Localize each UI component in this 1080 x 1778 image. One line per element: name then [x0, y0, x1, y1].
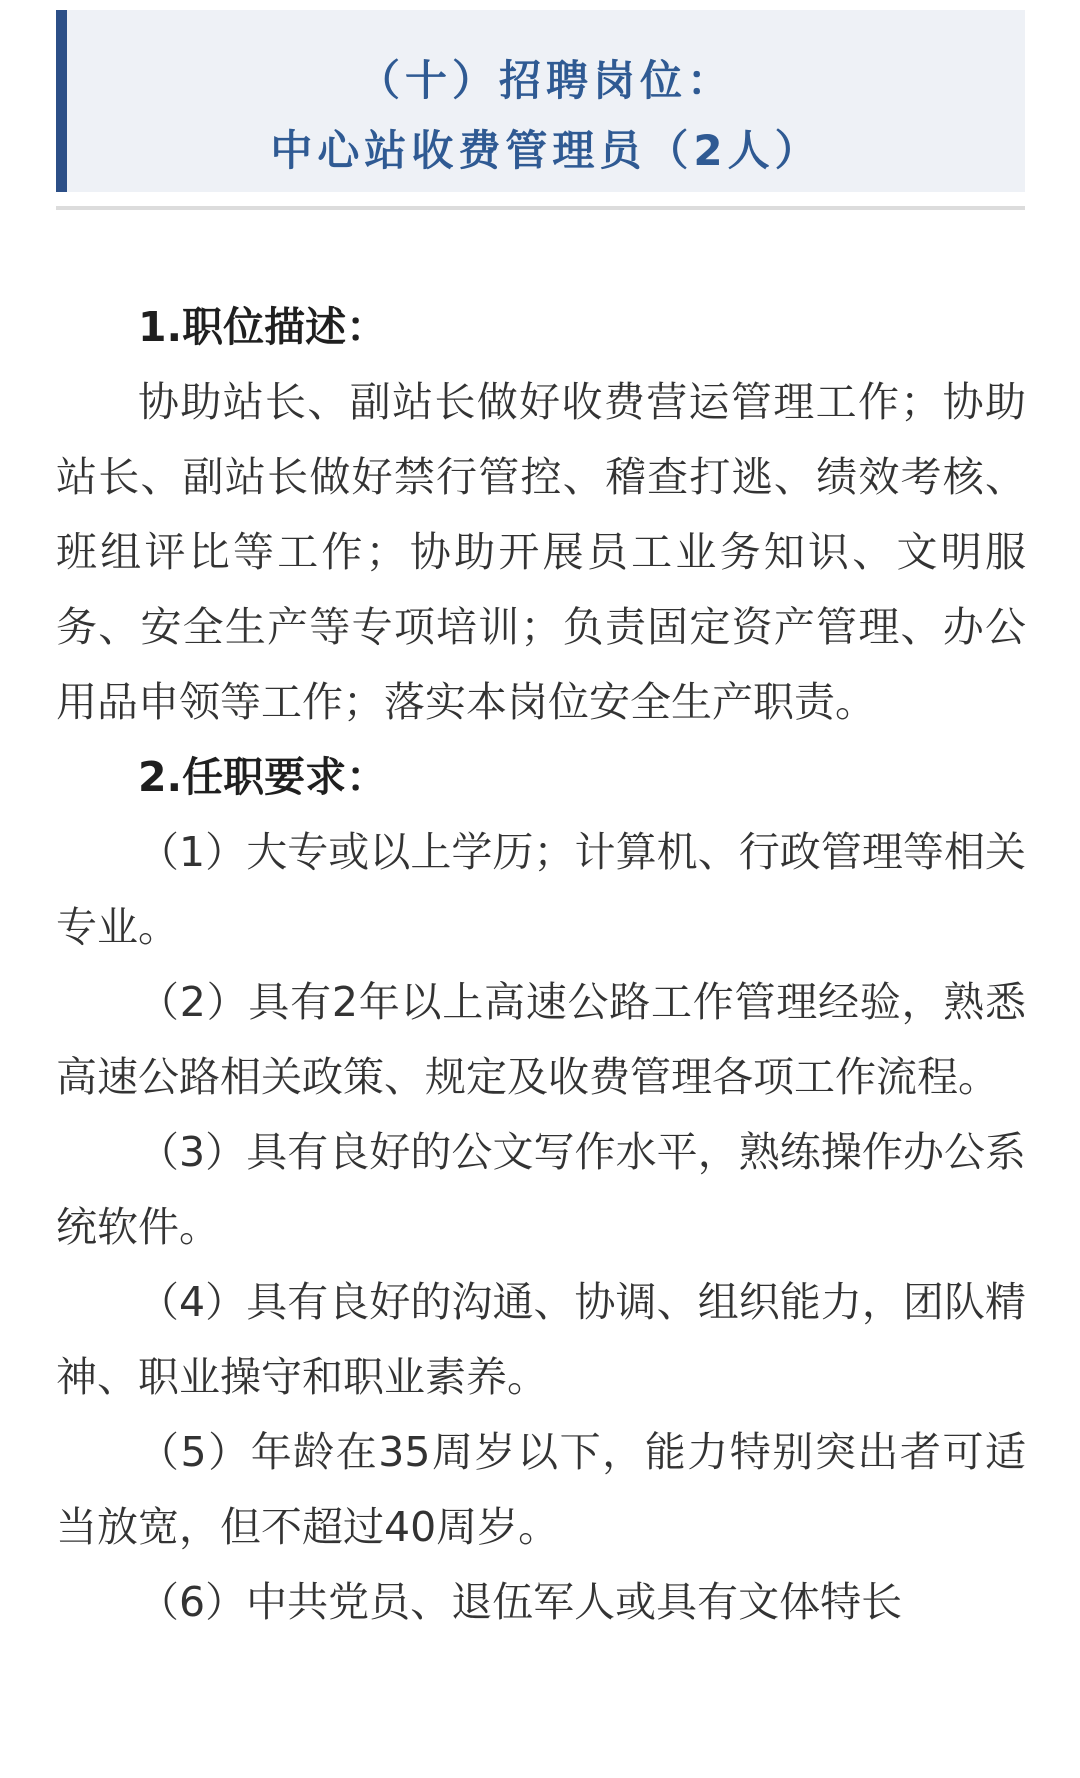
section-heading-requirements: 2.任职要求：	[138, 753, 388, 801]
divider	[56, 206, 1025, 210]
requirement-item-1: （1）大专或以上学历；计算机、行政管理等相关专业。	[56, 828, 1026, 951]
requirement-item-6: （6）中共党员、退伍军人或具有文体特长	[138, 1578, 903, 1626]
requirement-item-3: （3）具有良好的公文写作水平，熟练操作办公系统软件。	[56, 1128, 1026, 1251]
requirement-item-4: （4）具有良好的沟通、协调、组织能力，团队精神、职业操守和职业素养。	[56, 1278, 1026, 1401]
header-title-line1: （十）招聘岗位：	[357, 56, 734, 105]
section-heading-job-description: 1.职位描述：	[138, 303, 388, 351]
requirement-item-2: （2）具有2年以上高速公路工作管理经验，熟悉高速公路相关政策、规定及收费管理各项工作流程。	[56, 978, 1026, 1101]
header-accent-bar	[56, 10, 67, 192]
job-description-text: 协助站长、副站长做好收费营运管理工作；协助站长、副站长做好禁行管控、稽查打逃、绩效考核、班组评比等工作；协助开展员工业务知识、文明服务、安全生产等专项培训；负责固定资产管理、办公用品申领等工作；落实本岗位安全生产职责。	[56, 378, 1026, 726]
article-body	[56, 290, 1026, 1640]
header-title-line2: 中心站收费管理员（2人）	[270, 126, 822, 175]
requirement-item-5: （5）年龄在35周岁以下，能力特别突出者可适当放宽，但不超过40周岁。	[56, 1428, 1026, 1551]
section-header	[56, 10, 1025, 192]
